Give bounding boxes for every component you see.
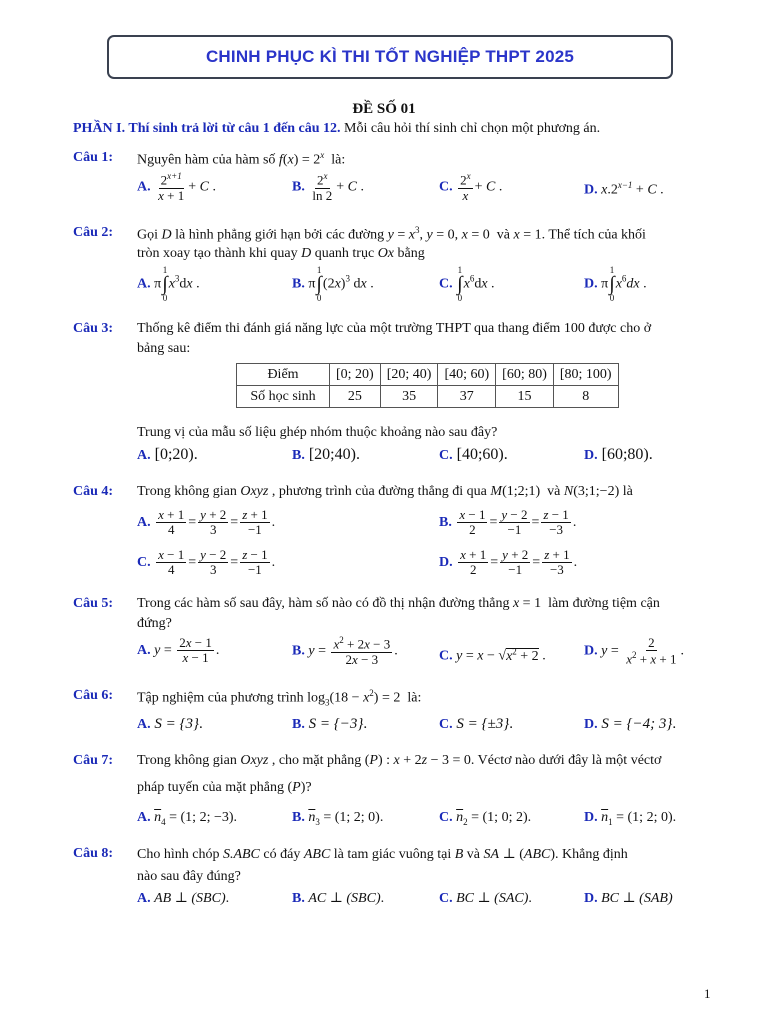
table-cell: 15: [496, 386, 554, 408]
q3-question: Trung vị của mẫu số liệu ghép nhóm thuộc khoảng nào sau đây?: [137, 425, 498, 440]
option-letter: D.: [584, 643, 598, 659]
option-letter: C.: [439, 717, 453, 732]
part-label: PHẦN I. Thí sinh trả lời từ câu 1 đến câu 12.: [73, 121, 341, 136]
q8-text: là tam giác vuông tại: [333, 847, 452, 862]
header-title: CHINH PHỤC KÌ THI TỐT NGHIỆP THPT 2025: [205, 47, 575, 66]
answer-value: [60;80): [601, 446, 649, 463]
option-letter: D.: [584, 810, 598, 825]
exam-code: ĐỀ SỐ 01: [352, 101, 416, 117]
q8-text: và: [466, 847, 480, 862]
option-letter: C.: [439, 276, 453, 292]
q2-text: tròn xoay tạo thành khi quay: [137, 246, 298, 261]
q6-tail: là:: [407, 690, 422, 706]
option-letter: A.: [137, 276, 151, 292]
q6-option-d[interactable]: D. S = {−4; 3}.: [584, 716, 677, 732]
q6-option-a[interactable]: A. S = {3}.: [137, 716, 203, 732]
q5-text: làm đường tiệm cận: [548, 596, 660, 611]
q7-line2: pháp tuyến của mặt phẳng (P)?: [137, 780, 312, 795]
q3-label: Câu 3:: [73, 321, 114, 336]
q2-line2: tròn xoay tạo thành khi quay D quanh trục Ox bằng: [137, 246, 425, 261]
q4-option-d[interactable]: D. $\frac{x + 1}{2}$ = $\frac{y + 2}{-1}$ = $\frac{z + 1}{-3}$ .: [439, 547, 578, 578]
option-letter: C.: [439, 448, 453, 463]
q1-option-c[interactable]: C. $\frac{2^x}{x}$ + C .: [439, 171, 503, 203]
option-letter: C.: [439, 810, 453, 825]
answer-value: = (1; 2; 0): [616, 810, 673, 825]
q5-label: Câu 5:: [73, 596, 114, 611]
table-cell: 37: [438, 386, 496, 408]
option-letter: C.: [439, 648, 453, 664]
option-letter: B.: [292, 643, 305, 659]
table-cell: [0; 20): [330, 364, 381, 386]
q2-option-c[interactable]: C. 1 ∫ 0 $x^6dx$ .: [439, 265, 495, 303]
q3-option-b[interactable]: B. [20;40).: [292, 446, 360, 463]
q4-text: Trong không gian Oxyz , phương trình của đường thẳng đi qua M(1;2;1) và N(3;1;−2) là: [137, 484, 633, 499]
option-letter: B.: [292, 448, 305, 463]
q2-line1: Gọi D là hình phẳng giới hạn bởi các đường $y = x^3$, y = 0, x = 0 và x = 1. Thể tích của khối: [137, 225, 646, 243]
q5-option-c[interactable]: C. $y = x - √x^2 + 2$ .: [439, 646, 546, 664]
q2-text: quanh trục: [314, 246, 375, 261]
table-row: [237, 386, 619, 408]
answer-value: BC ⊥ (SAB): [601, 891, 673, 906]
q4-and: và: [547, 484, 561, 499]
q6-label: Câu 6:: [73, 688, 114, 703]
answer-value: [0;20): [154, 446, 194, 463]
q8-text: có đáy: [263, 847, 301, 862]
answer-value: S = {−3}: [308, 716, 364, 732]
q2-text: là hình phẳng giới hạn bởi các đường: [175, 227, 385, 243]
header-banner: [107, 35, 673, 79]
q3-option-c[interactable]: C. [40;60).: [439, 446, 508, 463]
q8-option-b[interactable]: B. AC ⊥ (SBC).: [292, 891, 385, 906]
q5-option-a[interactable]: A. y = $\frac{2x - 1}{x - 1}$ .: [137, 635, 220, 666]
part-heading: [73, 121, 600, 137]
q5-option-b[interactable]: B. y = $\frac{x^2 + 2x - 3}{2x - 3}$ .: [292, 635, 398, 667]
option-letter: A.: [137, 717, 151, 732]
option-letter: B.: [292, 276, 305, 292]
q7-text: Trong không gian: [137, 753, 237, 768]
answer-value: [20;40): [308, 446, 356, 463]
q1-tail: là:: [331, 152, 346, 168]
q4-option-a[interactable]: A. $\frac{x + 1}{4}$ = $\frac{y + 2}{3}$ = $\frac{z + 1}{-1}$ .: [137, 507, 276, 538]
answer-value: S = {−4; 3}: [601, 716, 673, 732]
part-note: Mỗi câu hỏi thí sinh chỉ chọn một phương án.: [340, 121, 601, 136]
answer-value: [40;60): [456, 446, 504, 463]
q6-option-b[interactable]: B. S = {−3}.: [292, 716, 368, 732]
q2-option-d[interactable]: D. π 1 ∫ 0 $x^6dx$ .: [584, 265, 647, 303]
q4-option-b[interactable]: B. $\frac{x - 1}{2}$ = $\frac{y - 2}{-1}$ = $\frac{z - 1}{-3}$ .: [439, 507, 577, 538]
option-letter: D.: [584, 182, 598, 198]
option-letter: B.: [292, 810, 305, 825]
q7-line1: Trong không gian Oxyz , cho mặt phẳng (P) : x + 2z − 3 = 0. Véctơ nào dưới đây là một véctơ: [137, 753, 662, 768]
q1-option-b[interactable]: B. $\frac{2^x}{\ln 2}$ + C .: [292, 171, 364, 203]
table-cell: Điểm: [237, 364, 330, 386]
option-letter: B.: [292, 179, 305, 195]
table-cell: 8: [553, 386, 618, 408]
table-cell: [20; 40): [380, 364, 438, 386]
q5-option-d[interactable]: D. y = $\frac{2}{x^2 + x + 1}$ .: [584, 635, 684, 667]
q8-option-a[interactable]: A. AB ⊥ (SBC).: [137, 891, 230, 906]
table-cell: 25: [330, 386, 381, 408]
q7-option-c[interactable]: C. $\overline{n}_2 = (1$; 0; 2).: [439, 810, 532, 827]
q2-text: và: [496, 227, 510, 243]
answer-value: AC ⊥ (SBC): [308, 891, 381, 906]
q2-label: Câu 2:: [73, 225, 114, 240]
q7-text: pháp tuyến của mặt phẳng: [137, 780, 284, 795]
q4-stem: , phương trình của đường thẳng đi qua: [271, 484, 487, 499]
q7-label: Câu 7:: [73, 753, 114, 768]
q2-option-a[interactable]: A. π 1 ∫ 0 $x^3dx$ .: [137, 265, 200, 303]
option-letter: A.: [137, 810, 151, 825]
option-letter: A.: [137, 643, 151, 659]
q5-line2: đứng?: [137, 616, 172, 631]
table-cell: [80; 100): [553, 364, 618, 386]
q3-line2: bảng sau:: [137, 341, 191, 356]
q4-tail: là: [622, 484, 633, 499]
q2-text: Gọi: [137, 227, 158, 243]
q8-option-c[interactable]: C. BC ⊥ (SAC).: [439, 891, 532, 906]
score-table: [236, 363, 619, 408]
option-letter: C.: [137, 555, 151, 571]
table-cell: [40; 60): [438, 364, 496, 386]
table-cell: [60; 80): [496, 364, 554, 386]
q8-label: Câu 8:: [73, 846, 114, 861]
option-letter: D.: [439, 555, 453, 571]
answer-value: = (1; 2; −3): [169, 810, 234, 825]
q8-line2: nào sau đây đúng?: [137, 869, 241, 884]
q2-option-b[interactable]: B. π 1 ∫ 0 $(2x)^3$ dx .: [292, 265, 374, 303]
q5-line1: Trong các hàm số sau đây, hàm số nào có đồ thị nhận đường thẳng x = 1 làm đường tiệm cận: [137, 596, 660, 611]
q4-label: Câu 4:: [73, 484, 114, 499]
q7-text: , cho mặt phẳng: [271, 753, 362, 768]
option-letter: A.: [137, 515, 151, 531]
answer-value: S = {3}: [154, 716, 199, 732]
q1-stem: Nguyên hàm của hàm số: [137, 152, 276, 168]
q1-option-d[interactable]: D. $x.2^{x-1} + C$ .: [584, 180, 664, 198]
q6-text: Tập nghiệm của phương trình $\log_3(18 - x^2) = 2$ là:: [137, 688, 422, 708]
option-letter: C.: [439, 891, 453, 906]
q7-option-b[interactable]: B. $\overline{n}_3 = (1$; 2; 0).: [292, 810, 384, 827]
option-letter: D.: [584, 276, 598, 292]
q4-stem: Trong không gian: [137, 484, 237, 499]
q8-text: . Khẳng định: [555, 847, 628, 862]
option-letter: B.: [292, 891, 305, 906]
answer-value: S = {±3}: [456, 716, 510, 732]
option-letter: B.: [292, 717, 305, 732]
table-cell: Số học sinh: [237, 386, 330, 408]
answer-value: BC ⊥ (SAC): [456, 891, 529, 906]
q8-option-d[interactable]: [584, 890, 673, 907]
answer-value: = (1; 0; 2): [471, 810, 528, 825]
answer-value: = (1; 2; 0): [323, 810, 380, 825]
option-letter: D.: [584, 717, 598, 732]
option-letter: A.: [137, 891, 151, 906]
q3-option-a[interactable]: A. [0;20).: [137, 446, 198, 463]
q1-text: Nguyên hàm của hàm số $f(x) = 2^x$ là:: [137, 150, 346, 168]
q6-option-c[interactable]: C. S = {±3}.: [439, 716, 513, 732]
q2-text: . Thể tích của khối: [541, 227, 646, 243]
table-header-row: [237, 364, 619, 386]
option-letter: C.: [439, 179, 453, 195]
q3-option-d[interactable]: D. [60;80).: [584, 446, 653, 463]
page-number: 1: [704, 986, 711, 1001]
q5-text: Trong các hàm số sau đây, hàm số nào có đồ thị nhận đường thẳng: [137, 596, 510, 611]
option-letter: B.: [439, 515, 452, 531]
q1-option-a[interactable]: A. $\frac{2^{x+1}}{x + 1}$ + C .: [137, 171, 216, 203]
q8-text: Cho hình chóp: [137, 847, 220, 862]
q2-text: bằng: [397, 246, 425, 261]
q7-option-a[interactable]: A. $\overline{n}_4 = (1$; 2; −3).: [137, 810, 238, 827]
q7-option-d[interactable]: D. $\overline{n}_1 = (1$; 2; 0).: [584, 810, 677, 827]
q1-label: Câu 1:: [73, 150, 114, 165]
q7-text: . Véctơ nào dưới đây là một véctơ: [470, 753, 662, 768]
option-letter: A.: [137, 179, 151, 195]
q4-option-c[interactable]: C. $\frac{x - 1}{4}$ = $\frac{y - 2}{3}$ = $\frac{z - 1}{-1}$ .: [137, 547, 276, 578]
q8-line1: Cho hình chóp S.ABC có đáy ABC là tam giác vuông tại B và SA ⊥ (ABC). Khẳng định: [137, 847, 628, 862]
q3-line1: Thống kê điểm thi đánh giá năng lực của một trường THPT qua thang điểm 100 được cho ở: [137, 321, 652, 336]
option-letter: A.: [137, 448, 151, 463]
option-letter: D.: [584, 891, 598, 906]
answer-value: AB ⊥ (SBC): [154, 891, 226, 906]
q6-stem: Tập nghiệm của phương trình: [137, 690, 304, 706]
option-letter: D.: [584, 448, 598, 463]
table-cell: 35: [380, 386, 438, 408]
